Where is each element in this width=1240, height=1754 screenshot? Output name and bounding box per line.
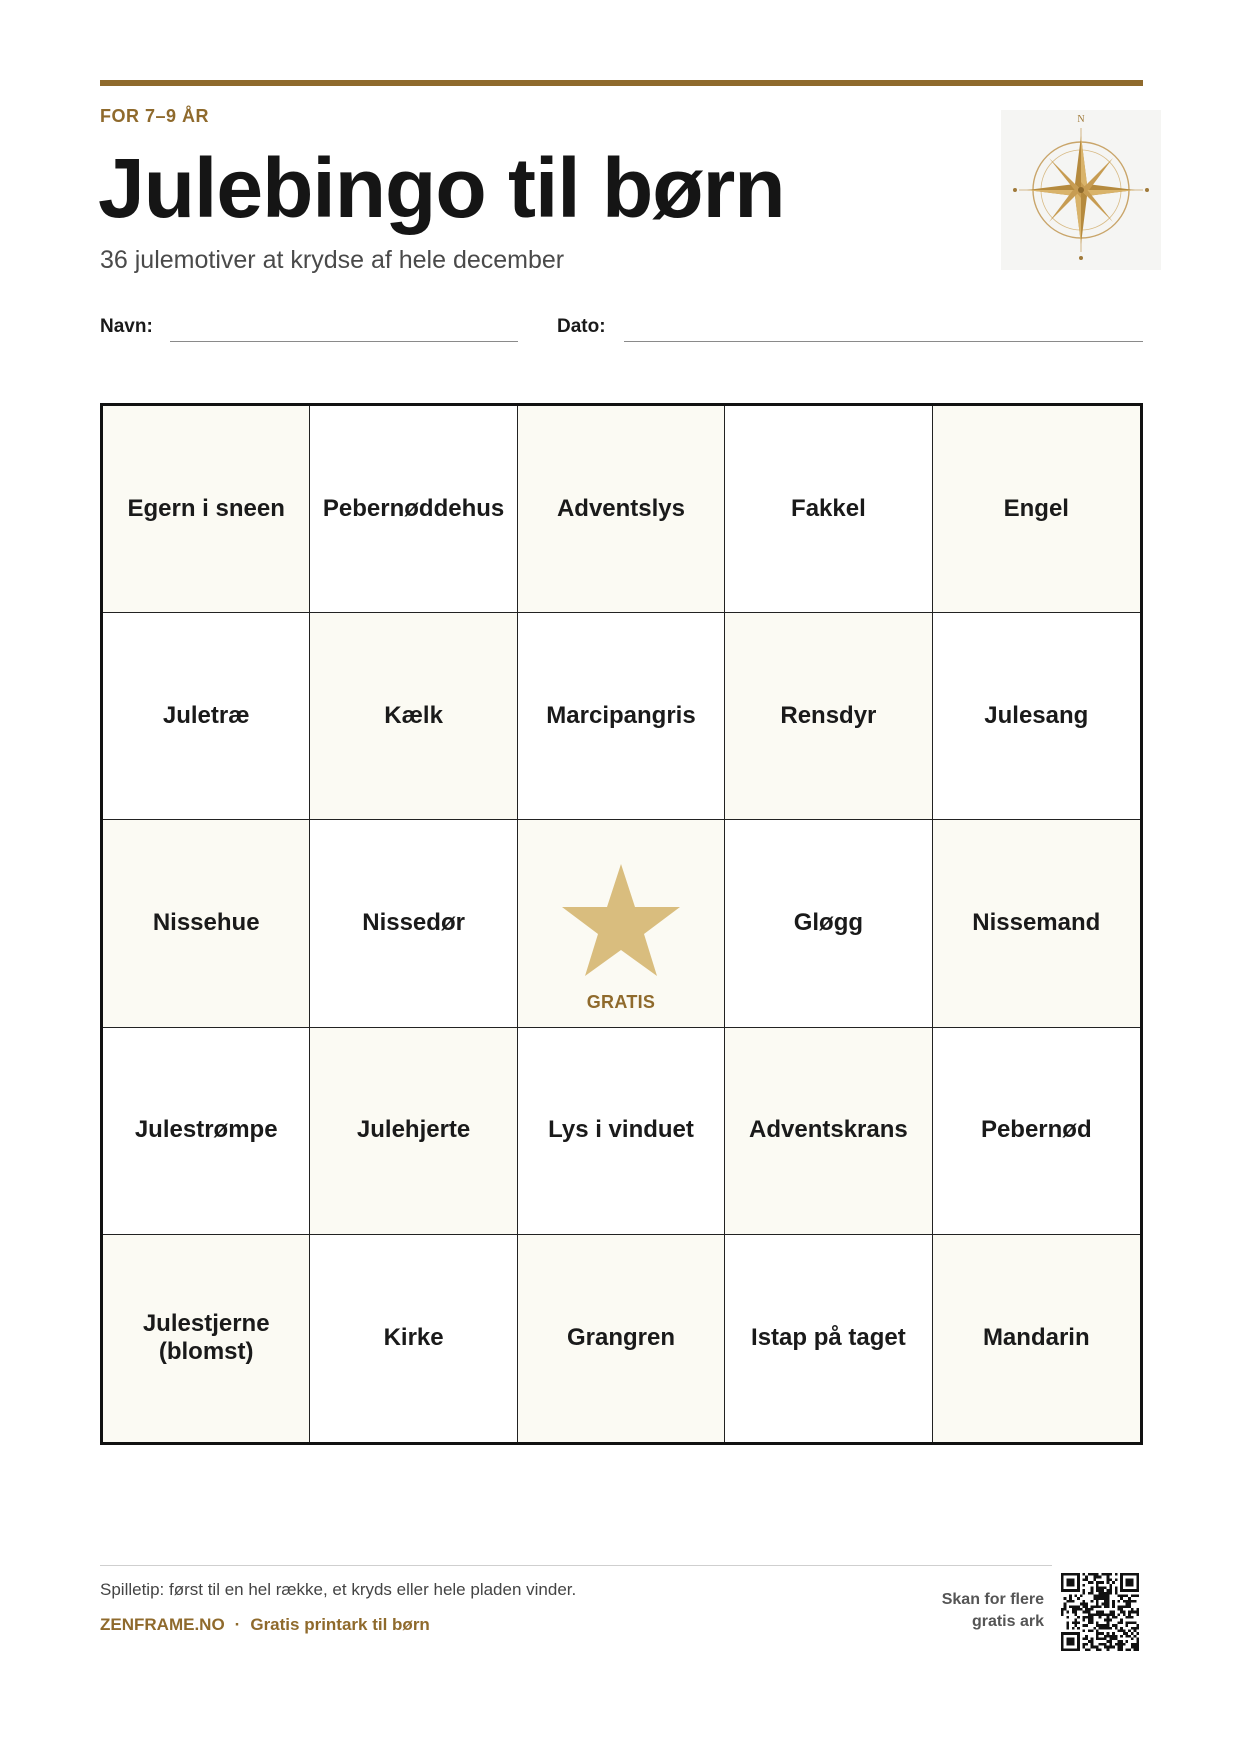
svg-text:N: N (1077, 114, 1085, 125)
compass-rose-icon (1001, 110, 1161, 270)
top-rule (100, 80, 1143, 86)
page-title: Julebingo til børn (98, 141, 785, 235)
bingo-cell[interactable]: Rensdyr (725, 613, 932, 820)
bingo-cell[interactable]: Adventslys (518, 406, 725, 613)
free-label: GRATIS (586, 991, 656, 1012)
scan-line-1: Skan for flere (941, 1591, 1044, 1608)
bingo-cell[interactable]: Fakkel (725, 406, 932, 613)
brand-separator: · (234, 1615, 241, 1634)
qr-code-icon[interactable] (1061, 1573, 1139, 1651)
brand-line (100, 1615, 430, 1635)
bingo-cell[interactable]: Kælk (310, 613, 517, 820)
page-subtitle: 36 julemotiver at krydse af hele december (100, 246, 565, 274)
bingo-cell[interactable]: Kirke (310, 1235, 517, 1442)
name-field[interactable] (170, 341, 518, 342)
bingo-cell[interactable]: Juletræ (103, 613, 310, 820)
footer-rule (100, 1565, 1052, 1566)
brand-tagline: Gratis printark til børn (250, 1615, 430, 1634)
bingo-cell[interactable]: Julesang (933, 613, 1140, 820)
bingo-cell[interactable]: Julestrømpe (103, 1028, 310, 1235)
age-label: FOR 7–9 ÅR (100, 106, 210, 126)
bingo-cell[interactable]: Mandarin (933, 1235, 1140, 1442)
bingo-cell[interactable]: Egern i sneen (103, 406, 310, 613)
bingo-cell[interactable]: Engel (933, 406, 1140, 613)
bingo-cell[interactable]: Istap på taget (725, 1235, 932, 1442)
bingo-cell[interactable]: Julestjerne (blomst) (103, 1235, 310, 1442)
game-tip: Spilletip: først til en hel række, et kryds eller hele pladen vinder. (100, 1580, 577, 1599)
scan-text (942, 1589, 1044, 1634)
name-label: Navn: (100, 316, 153, 337)
scan-line-2: gratis ark (971, 1613, 1044, 1631)
bingo-cell[interactable]: Pebernød (933, 1028, 1140, 1235)
bingo-cell[interactable]: Pebernøddehus (310, 406, 517, 613)
bingo-cell[interactable]: Nissemand (933, 820, 1140, 1027)
date-label: Dato: (557, 316, 606, 337)
bingo-cell[interactable]: Adventskrans (725, 1028, 932, 1235)
bingo-cell[interactable]: Nissedør (310, 820, 517, 1027)
star-icon (560, 862, 682, 978)
bingo-cell[interactable]: Marcipangris (518, 613, 725, 820)
bingo-cell[interactable]: Lys i vinduet (518, 1028, 725, 1235)
free-cell[interactable] (518, 820, 725, 1027)
bingo-grid (100, 403, 1143, 1445)
brand-name[interactable]: ZENFRAME.NO (100, 1615, 225, 1634)
bingo-cell[interactable]: Grangren (518, 1235, 725, 1442)
bingo-cell[interactable]: Gløgg (725, 820, 932, 1027)
bingo-cell[interactable]: Nissehue (103, 820, 310, 1027)
date-field[interactable] (624, 341, 1143, 342)
bingo-cell[interactable]: Julehjerte (310, 1028, 517, 1235)
